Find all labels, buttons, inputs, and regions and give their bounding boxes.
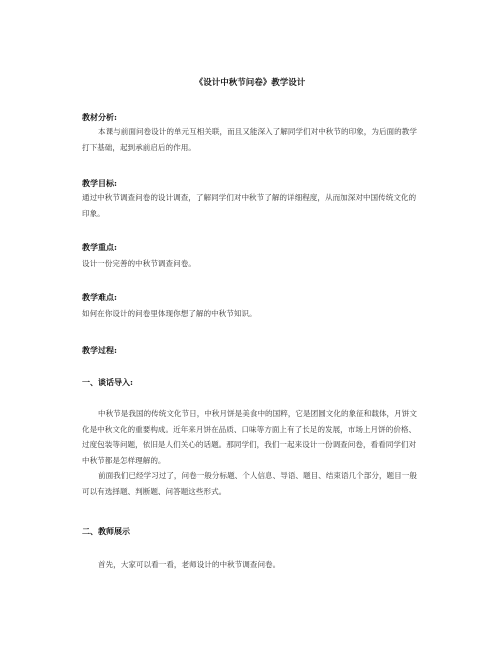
section-body-goals: 通过中秋节调查问卷的设计调查，了解同学们对中秋节了解的详细程度，从而加深对中国传统文化的印象。 [82, 193, 417, 218]
section-heading-analysis: 教材分析: [82, 112, 117, 122]
part-heading-intro: 一、谈话导入: [82, 377, 133, 387]
section-heading-process: 教学过程: [82, 345, 117, 355]
section-heading-difficulties: 教学难点: [82, 292, 117, 302]
part-body-teacher-demo: 首先，大家可以看一看，老师设计的中秋节调查问卷。 [98, 560, 281, 569]
section-heading-key-points: 教学重点: [82, 242, 117, 252]
section-body-difficulties: 如何在你设计的问卷里体现你想了解的中秋节知识。 [82, 309, 257, 318]
section-heading-goals: 教学目标: [82, 178, 117, 188]
document-title: 《设计中秋节问卷》教学设计 [194, 78, 306, 88]
part-body-intro-para2: 前面我们已经学习过了，问卷一般分标题、个人信息、导语、题目、结束语几个部分，题目一般可以有选择题、判断题、问答题这些形式。 [82, 471, 417, 496]
part-body-intro-para1: 中秋节是我国的传统文化节日，中秋月饼是美食中的国粹，它是团圆文化的象征和载体，月饼文化是中秋文化的重要构成。近年来月饼在品质、口味等方面上有了长足的发展，市场上月饼的价格、过度包装等问题，依旧是人们关心的话题。那同学们，我们一起来设计一份调查问卷，看看同学们对中秋节都是怎样理解的。 [82, 409, 417, 465]
section-body-key-points: 设计一份完善的中秋节调查问卷。 [82, 259, 196, 268]
part-heading-teacher-demo: 二、教师展示 [82, 526, 130, 536]
section-body-analysis: 本课与前面问卷设计的单元互相关联，而且又能深入了解同学们对中秋节的印象，为后面的教学打下基础，起到承前启后的作用。 [82, 127, 417, 152]
